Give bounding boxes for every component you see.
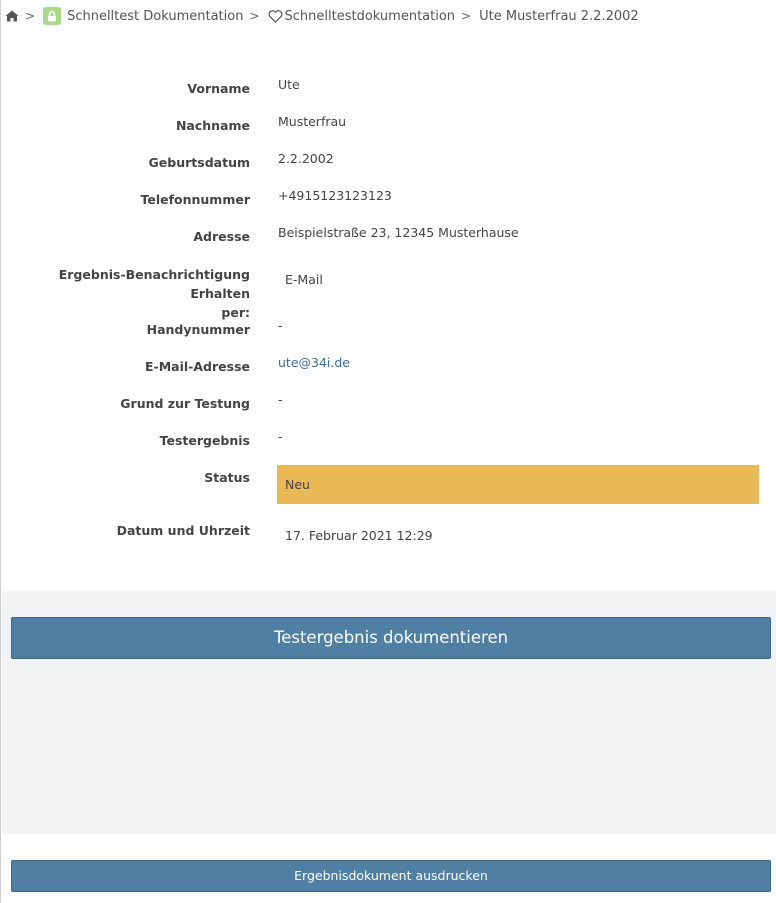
field-label: Geburtsdatum xyxy=(148,155,250,170)
field-value: +4915123123123 xyxy=(278,188,392,203)
field-label: Datum und Uhrzeit xyxy=(116,523,250,538)
breadcrumb-label: Schnelltest Dokumentation xyxy=(67,8,244,24)
field-value: - xyxy=(278,429,283,444)
field-value: Musterfrau xyxy=(278,114,347,129)
field-label: Adresse xyxy=(193,229,250,244)
breadcrumb-separator: > xyxy=(25,9,36,23)
heart-icon xyxy=(268,10,283,23)
field-label: Grund zur Testung xyxy=(120,396,250,411)
breadcrumb-separator: > xyxy=(461,9,472,23)
breadcrumb xyxy=(5,6,639,26)
breadcrumb-label: Schnelltestdokumentation xyxy=(284,8,456,24)
field-label: Handynummer xyxy=(146,322,250,337)
home-icon[interactable] xyxy=(5,10,19,22)
field-label-line: Ergebnis-Benachrichtigung Erhalten xyxy=(58,267,250,301)
field-label: Telefonnummer xyxy=(140,192,250,207)
document-result-button[interactable]: Testergebnis dokumentieren xyxy=(11,617,771,659)
breadcrumb-item-schnelltest-dokumentation[interactable] xyxy=(43,7,243,25)
field-label: Testergebnis xyxy=(159,433,250,448)
field-value: - xyxy=(278,392,283,407)
field-value: Beispielstraße 23, 12345 Musterhause xyxy=(278,225,519,240)
field-label: E-Mail-Adresse xyxy=(145,359,250,374)
email-link[interactable]: ute@34i.de xyxy=(278,355,350,370)
field-value: 17. Februar 2021 12:29 xyxy=(285,528,433,543)
field-label: Vorname xyxy=(187,81,250,96)
field-label: Status xyxy=(204,470,250,485)
lock-icon xyxy=(43,7,61,25)
print-result-button[interactable]: Ergebnisdokument ausdrucken xyxy=(11,860,771,892)
field-label-line: per: xyxy=(221,305,250,320)
field-label: Nachname xyxy=(175,118,250,133)
field-label xyxy=(10,265,250,322)
field-value: E-Mail xyxy=(285,272,323,287)
breadcrumb-current: Ute Musterfrau 2.2.2002 xyxy=(479,8,639,24)
breadcrumb-separator: > xyxy=(249,9,260,23)
field-value: 2.2.2002 xyxy=(278,151,334,166)
field-value: - xyxy=(278,318,283,333)
field-value: Ute xyxy=(278,77,300,92)
breadcrumb-item-schnelltestdokumentation[interactable] xyxy=(268,9,456,24)
status-badge: Neu xyxy=(277,465,759,504)
